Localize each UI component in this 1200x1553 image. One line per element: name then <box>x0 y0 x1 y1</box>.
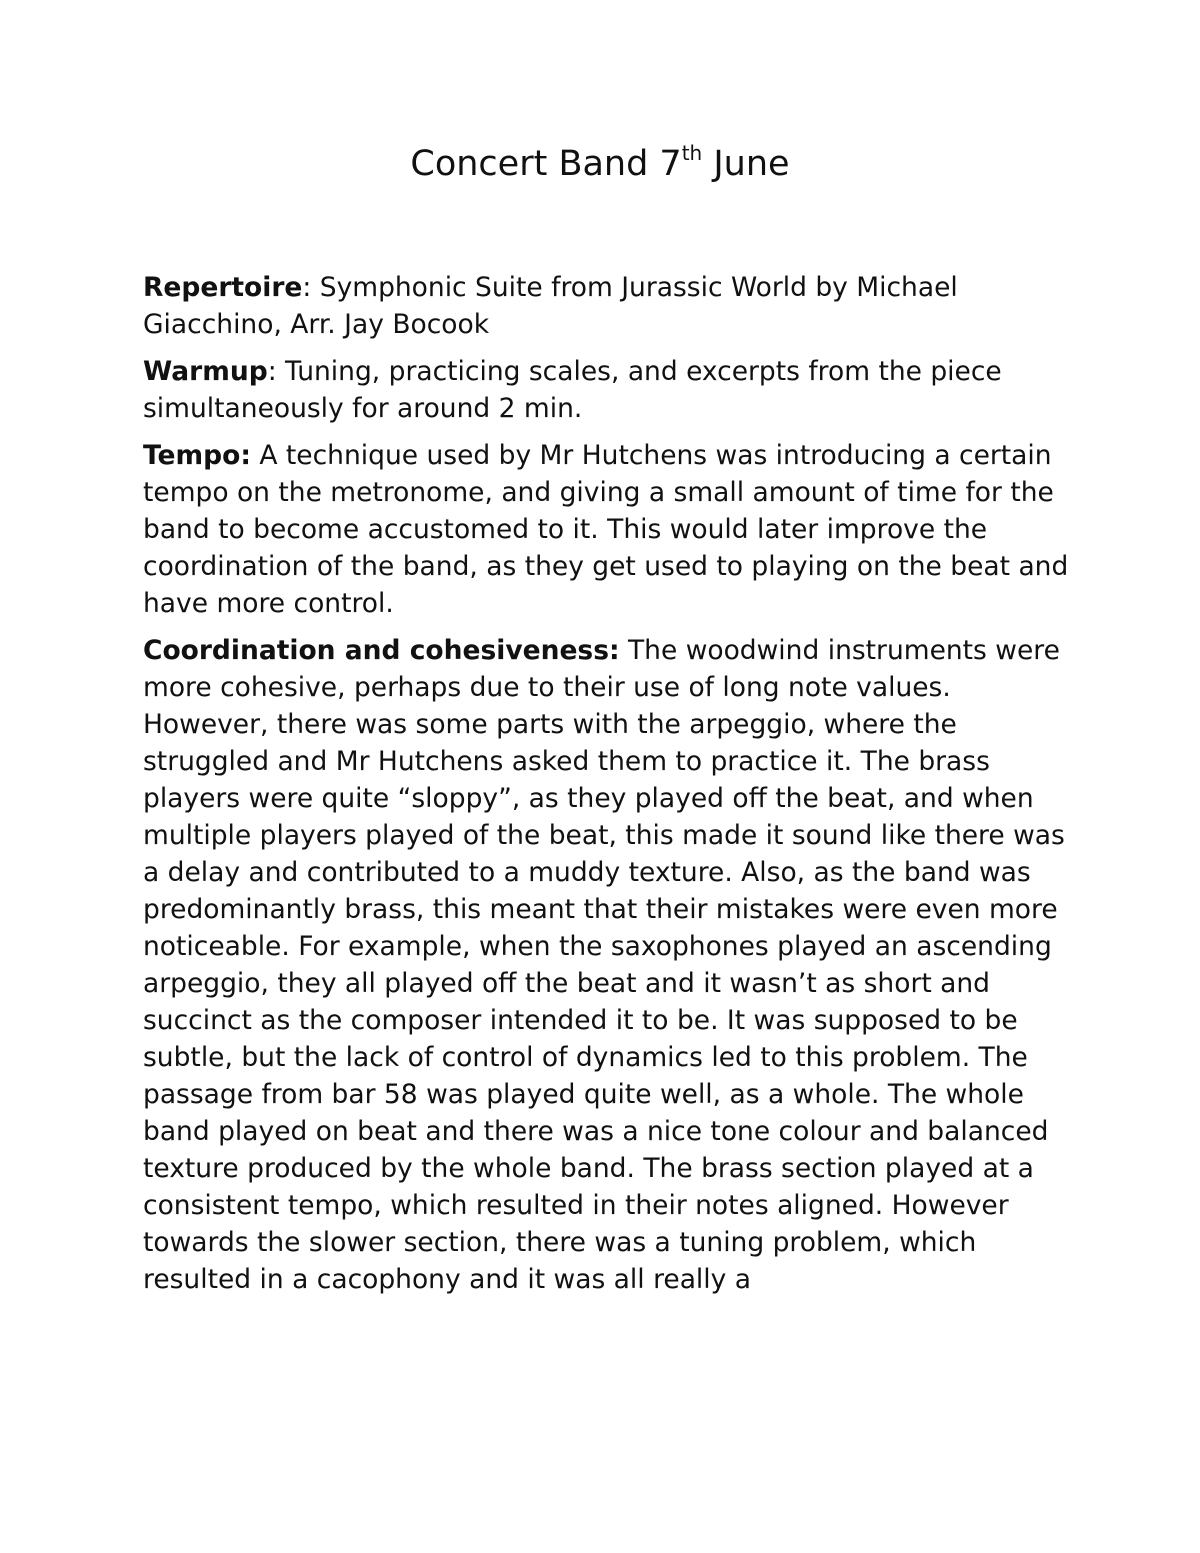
paragraph-repertoire <box>143 269 1073 343</box>
title-main: Concert Band 7 <box>410 144 682 184</box>
page-title <box>0 140 1200 188</box>
paragraph-text: The woodwind instruments were more cohesive, perhaps due to their use of long note values. However, there was some parts with the arpeggio, where the struggled and Mr Hutchens asked them to practice it. The brass players were quite “sloppy”, as they played off the beat, and when multiple players played of the beat, this made it sound like there was a delay and contributed to a muddy texture. Also, as the band was predominantly brass, this meant that their mistakes were even more noticeable. For example, when the saxophones played an ascending arpeggio, they all played off the beat and it wasn’t as short and succinct as the composer intended it to be. It was supposed to be subtle, but the lack of control of dynamics led to this problem. The passage from bar 58 was played quite well, as a whole. The whole band played on beat and there was a nice tone colour and balanced texture produced by the whole band. The brass section played at a consistent tempo, which resulted in their notes aligned. However towards the slower section, there was a tuning problem, which resulted in a cacophony and it was all really a <box>143 635 1065 1295</box>
paragraph-label: Coordination and cohesiveness: <box>143 635 620 666</box>
paragraph-label: Warmup <box>143 356 268 387</box>
paragraph-text: Tuning, practicing scales, and excerpts from the piece simultaneously for around 2 min. <box>143 356 1002 424</box>
title-superscript: th <box>681 141 703 165</box>
paragraph-tempo <box>143 437 1073 622</box>
document-body <box>143 269 1073 1308</box>
paragraph-label: Repertoire <box>143 272 303 303</box>
paragraph-text: A technique used by Mr Hutchens was introducing a certain tempo on the metronome, and giving a small amount of time for the band to become accustomed to it. This would later improve the coordination of the band, as they get used to playing on the beat and have more control. <box>143 440 1069 619</box>
paragraph-label: Tempo: <box>143 440 251 471</box>
paragraph-text: Symphonic Suite from Jurassic World by Michael Giacchino, Arr. Jay Bocook <box>143 272 958 340</box>
paragraph-coordination <box>143 632 1073 1298</box>
paragraph-warmup <box>143 353 1073 427</box>
paragraph-separator: : <box>267 356 286 387</box>
paragraph-separator: : <box>302 272 320 303</box>
paragraph-separator <box>620 635 628 666</box>
title-suffix: June <box>702 144 790 184</box>
